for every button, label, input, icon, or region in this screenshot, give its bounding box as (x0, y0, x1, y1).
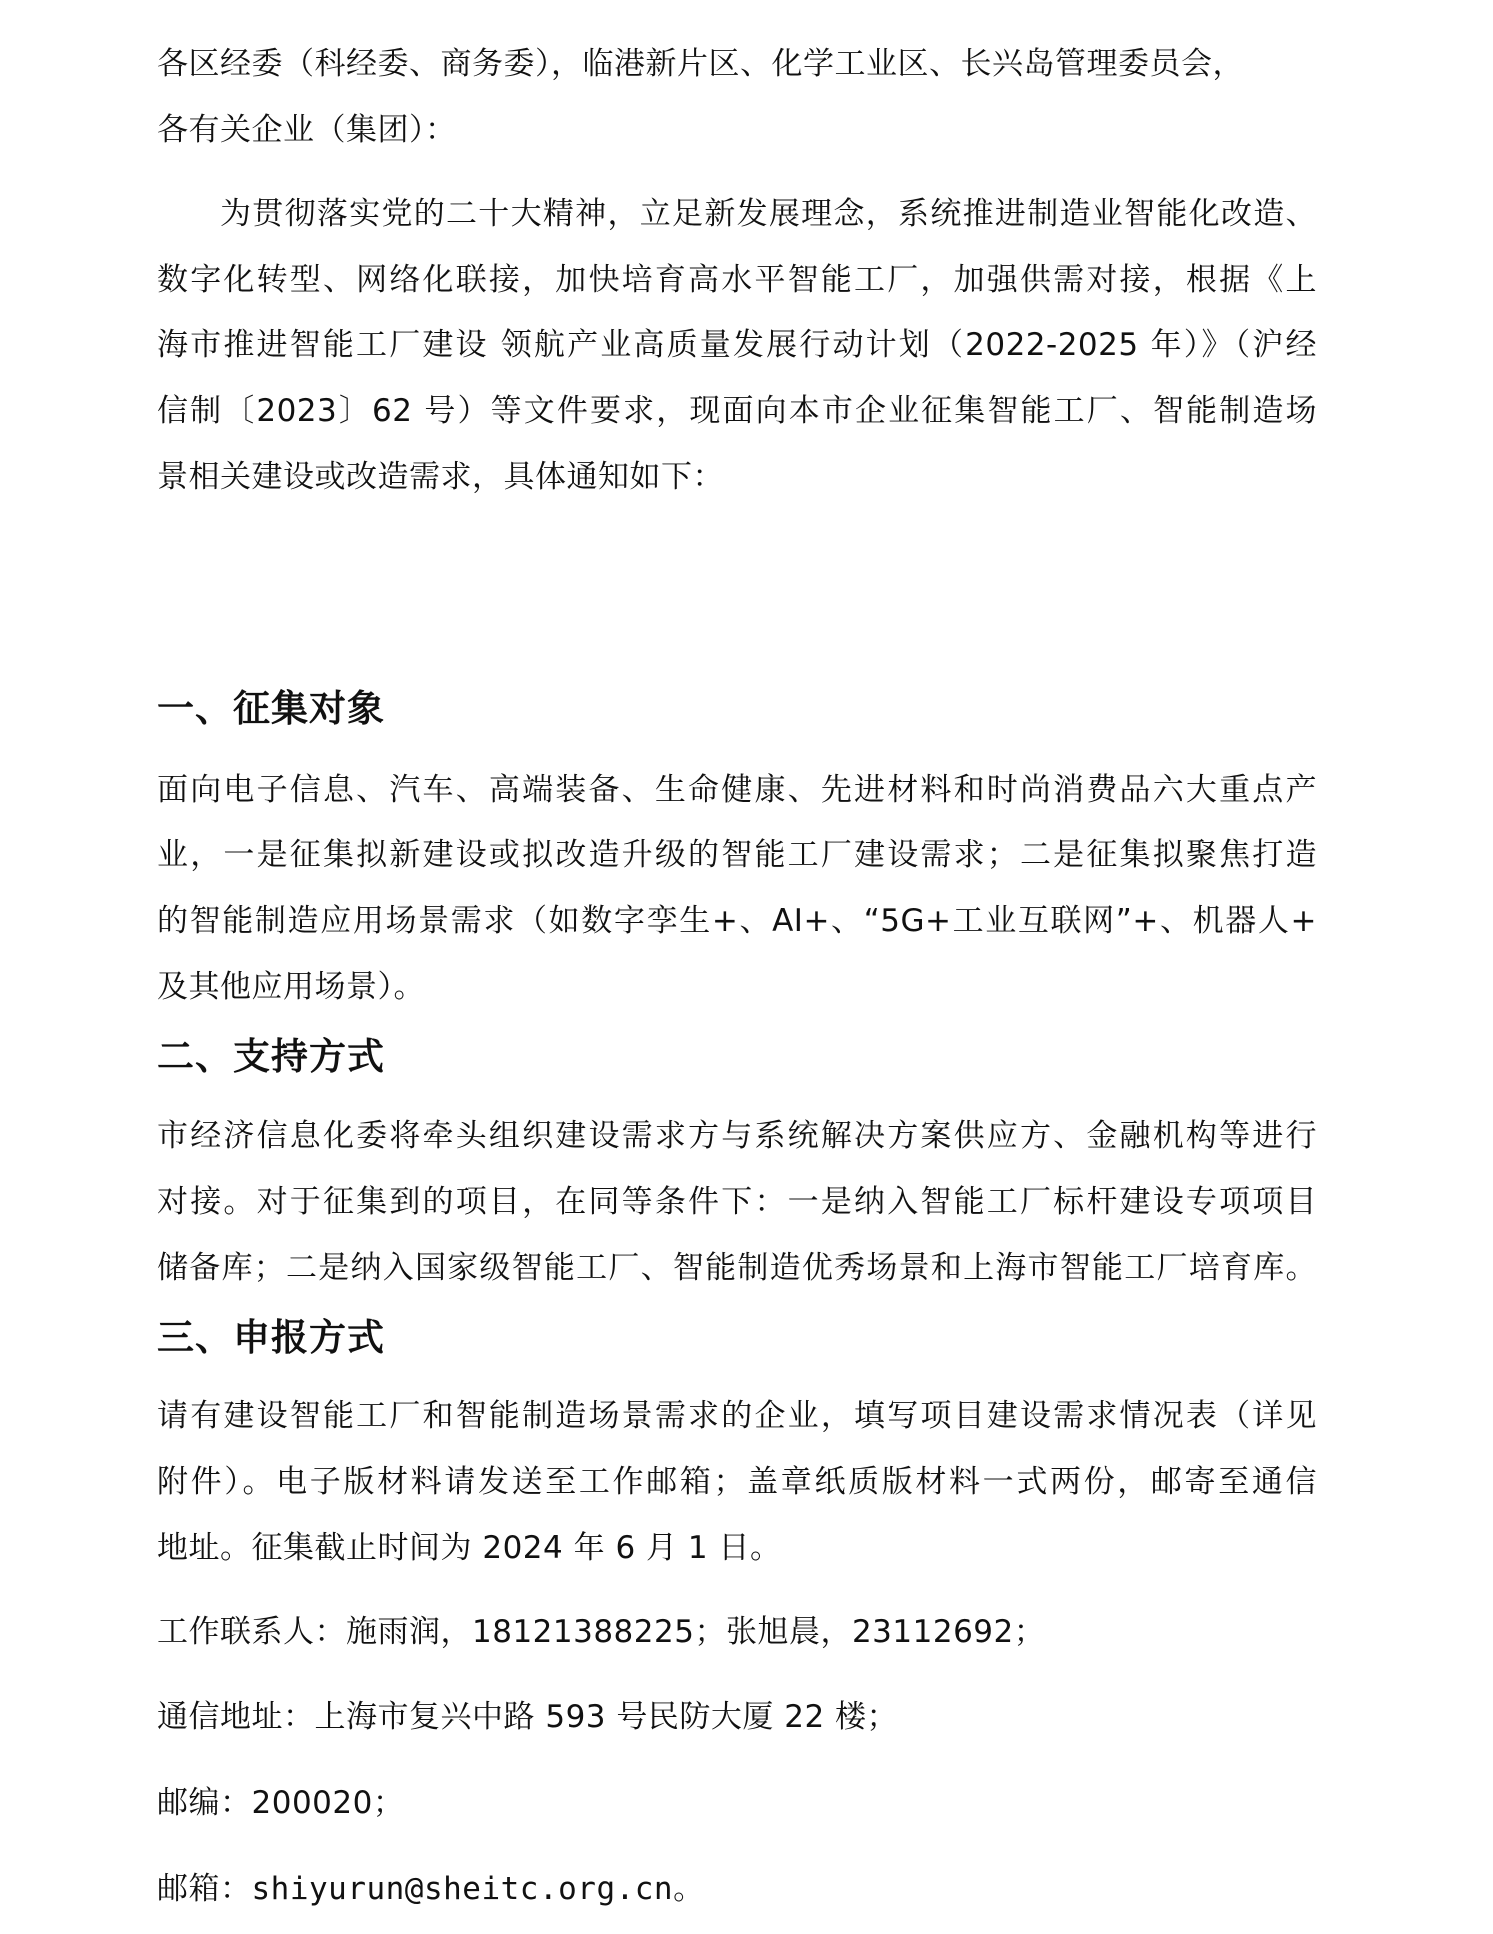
intro-line-2: 数字化转型、网络化联接，加快培育高水平智能工厂，加强供需对接，根据《上 (157, 262, 1317, 298)
section3-line-1: 请有建设智能工厂和智能制造场景需求的企业，填写项目建设需求情况表（详见 (157, 1398, 1317, 1434)
section2-line-1: 市经济信息化委将牵头组织建设需求方与系统解决方案供应方、金融机构等进行 (157, 1118, 1317, 1154)
section-heading-1: 一、征集对象 (157, 687, 385, 730)
email-label: 邮箱： (157, 1871, 252, 1907)
section2-line-3: 储备库；二是纳入国家级智能工厂、智能制造优秀场景和上海市智能工厂培育库。 (157, 1250, 1317, 1286)
section1-line-1: 面向电子信息、汽车、高端装备、生命健康、先进材料和时尚消费品六大重点产 (157, 772, 1317, 808)
salutation-line-2: 各有关企业（集团）： (157, 112, 457, 148)
section1-line-4: 及其他应用场景）。 (157, 969, 425, 1005)
section3-line-2: 附件）。电子版材料请发送至工作邮箱；盖章纸质版材料一式两份，邮寄至通信 (157, 1464, 1317, 1500)
section3-line-3: 地址。征集截止时间为 2024 年 6 月 1 日。 (157, 1530, 782, 1566)
section2-line-2: 对接。对于征集到的项目，在同等条件下：一是纳入智能工厂标杆建设专项项目 (157, 1184, 1317, 1220)
section-heading-3: 三、申报方式 (157, 1316, 385, 1359)
intro-line-5: 景相关建设或改造需求，具体通知如下： (157, 459, 724, 495)
contact-postcode: 邮编：200020； (157, 1785, 405, 1821)
contact-email (157, 1869, 1317, 1909)
contact-person: 工作联系人：施雨润，18121388225；张旭晨，23112692； (157, 1614, 1046, 1650)
section-heading-2: 二、支持方式 (157, 1035, 385, 1078)
section1-line-3: 的智能制造应用场景需求（如数字孪生+、AI+、“5G+工业互联网”+、机器人+ (157, 903, 1317, 939)
intro-line-1: 为贯彻落实党的二十大精神，立足新发展理念，系统推进制造业智能化改造、 (220, 196, 1317, 232)
salutation-line-1: 各区经委（科经委、商务委），临港新片区、化学工业区、长兴岛管理委员会， (157, 46, 1244, 82)
intro-line-3: 海市推进智能工厂建设 领航产业高质量发展行动计划（2022-2025 年）》（沪经 (157, 327, 1317, 363)
section1-line-2: 业，一是征集拟新建设或拟改造升级的智能工厂建设需求；二是征集拟聚焦打造 (157, 837, 1317, 873)
contact-address: 通信地址：上海市复兴中路 593 号民防大厦 22 楼； (157, 1699, 899, 1735)
email-address[interactable]: shiyurun@sheitc.org.cn。 (251, 1871, 705, 1907)
intro-line-4: 信制〔2023〕62 号）等文件要求，现面向本市企业征集智能工厂、智能制造场 (157, 393, 1317, 429)
